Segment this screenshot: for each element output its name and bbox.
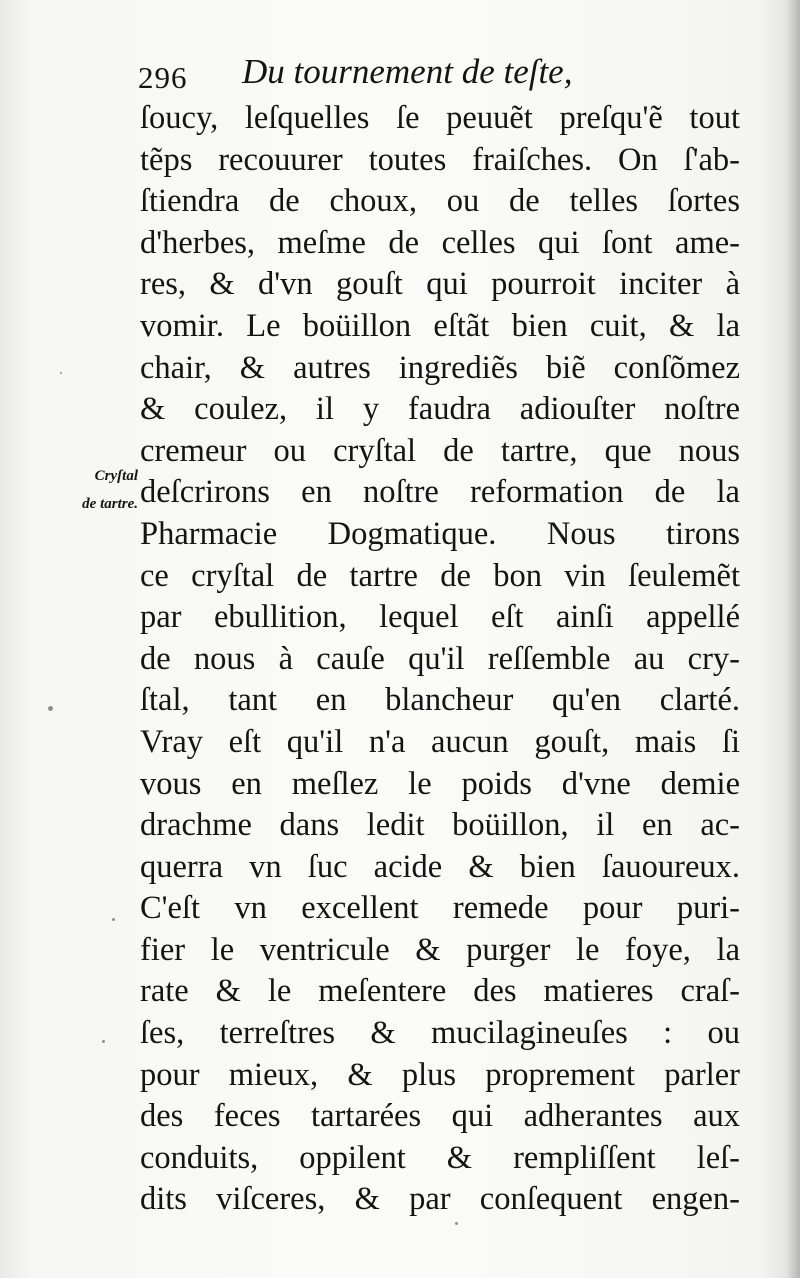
running-title: Du tournement de teſte, xyxy=(242,52,573,91)
text-line: ce cryſtal de tartre de bon vin ſeulemẽt xyxy=(140,557,740,594)
body-text xyxy=(140,98,740,1221)
text-line: querra vn ſuc acide & bien ſauoureux. xyxy=(140,848,740,885)
text-line: ſtiendra de choux, ou de telles ſortes xyxy=(140,183,740,220)
text-line: ſes, terreſtres & mucilagineuſes : ou xyxy=(140,1015,740,1052)
text-line: C'eſt vn excellent remede pour puri- xyxy=(140,890,740,927)
margin-note-line: Cryſtal xyxy=(94,468,138,484)
text-line: rate & le meſentere des matieres craſ- xyxy=(140,973,740,1010)
text-line: de nous à cauſe qu'il reſſemble au cry- xyxy=(140,640,740,677)
text-line: Vray eſt qu'il n'a aucun gouſt, mais ſi xyxy=(140,723,740,760)
text-line: dits viſceres, & par conſequent engen- xyxy=(140,1181,740,1218)
text-line: vous en meſlez le poids d'vne demie xyxy=(140,765,740,802)
paper-speck xyxy=(60,372,62,374)
text-line: Pharmacie Dogmatique. Nous tirons xyxy=(140,515,740,552)
margin-note-line: de tartre. xyxy=(82,496,138,512)
text-line: pour mieux, & plus proprement parler xyxy=(140,1056,740,1093)
text-line: & coulez, il y faudra adiouſter noſtre xyxy=(140,391,740,428)
text-line: tẽps recouurer toutes fraiſches. On ſ'ab- xyxy=(140,141,740,178)
text-line: drachme dans ledit boüillon, il en ac- xyxy=(140,807,740,844)
text-line: des feces tartarées qui adherantes aux xyxy=(140,1098,740,1135)
text-line: d'herbes, meſme de celles qui ſont ame- xyxy=(140,224,740,261)
text-line: deſcrirons en noſtre reformation de la xyxy=(140,474,740,511)
text-line: cremeur ou cryſtal de tartre, que nous xyxy=(140,432,740,469)
text-line: res, & d'vn gouſt qui pourroit inciter à xyxy=(140,266,740,303)
text-line: ſtal, tant en blancheur qu'en clarté. xyxy=(140,682,740,719)
margin-note xyxy=(34,462,138,518)
text-line: chair, & autres ingrediẽs biẽ conſõmez xyxy=(140,349,740,386)
text-line: conduits, oppilent & rempliſſent leſ- xyxy=(140,1139,740,1176)
paper-speck xyxy=(112,918,115,921)
text-line: vomir. Le boüillon eſtãt bien cuit, & la xyxy=(140,307,740,344)
text-line: par ebullition, lequel eſt ainſi appellé xyxy=(140,599,740,636)
text-line: ſoucy, leſquelles ſe peuuẽt preſqu'ẽ tout xyxy=(140,100,740,136)
page-number: 296 xyxy=(138,60,188,95)
paper-speck xyxy=(455,1222,458,1225)
paper-speck xyxy=(48,706,53,711)
paper-speck xyxy=(102,1040,105,1043)
page-gutter-shadow xyxy=(786,0,800,1278)
text-line: fier le ventricule & purger le foye, la xyxy=(140,931,740,968)
page-header xyxy=(138,52,758,100)
